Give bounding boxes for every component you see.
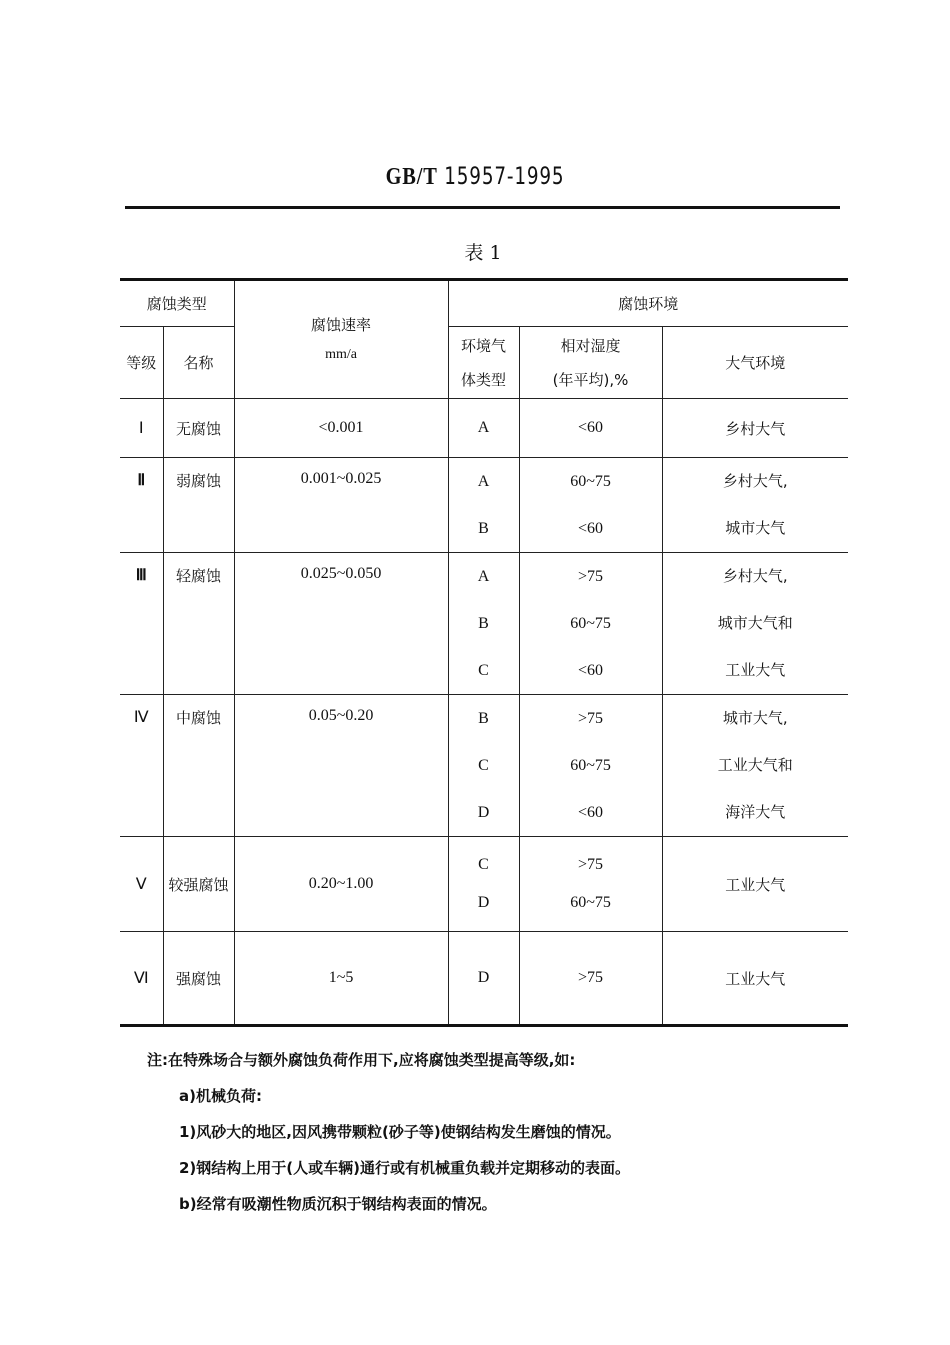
humidity-value: 60~75 bbox=[570, 615, 611, 632]
humidity-value: 60~75 bbox=[570, 473, 611, 490]
header-gas-type bbox=[448, 327, 519, 399]
header-humidity bbox=[519, 327, 662, 399]
header-atmosphere: 大气环境 bbox=[662, 327, 848, 399]
atmosphere-value: 城市大气 bbox=[725, 519, 786, 537]
gas-type-cell bbox=[448, 553, 519, 695]
humidity-value: <60 bbox=[578, 520, 604, 537]
rate-cell: 0.05~0.20 bbox=[234, 695, 448, 837]
header-humidity-line1: 相对湿度 bbox=[560, 336, 621, 355]
humidity-value: 60~75 bbox=[570, 894, 611, 911]
name-cell: 中腐蚀 bbox=[163, 695, 234, 837]
humidity-value: >75 bbox=[578, 856, 604, 873]
name-cell: 强腐蚀 bbox=[163, 932, 234, 1026]
gas-type-value: D bbox=[477, 804, 490, 821]
humidity-value: 60~75 bbox=[570, 757, 611, 774]
gas-type-cell bbox=[448, 837, 519, 932]
header-humidity-line2: (年平均),% bbox=[552, 370, 629, 389]
atmosphere-value: 工业大气和 bbox=[717, 756, 793, 774]
grade-cell: Ⅰ bbox=[120, 399, 163, 458]
table-row bbox=[120, 553, 848, 695]
atmosphere-value: 城市大气, bbox=[722, 709, 788, 727]
note-intro: 注:在特殊场合与额外腐蚀负荷作用下,应将腐蚀类型提高等级,如: bbox=[147, 1051, 576, 1069]
grade-cell: Ⅵ bbox=[120, 932, 163, 1026]
atmosphere-cell bbox=[662, 553, 848, 695]
name-cell: 无腐蚀 bbox=[163, 399, 234, 458]
standard-prefix: GB/T bbox=[385, 164, 438, 190]
header-rate-unit: mm/a bbox=[325, 346, 357, 362]
header-gas-type-line2: 体类型 bbox=[461, 370, 507, 389]
header-corrosion-rate bbox=[234, 280, 448, 399]
table-row bbox=[120, 399, 848, 458]
table-row bbox=[120, 837, 848, 932]
table-row bbox=[120, 695, 848, 837]
humidity-value: >75 bbox=[578, 568, 604, 585]
header-rule bbox=[125, 206, 840, 209]
header-corrosion-environment: 腐蚀环境 bbox=[448, 280, 848, 327]
humidity-cell bbox=[519, 458, 662, 553]
corrosion-classification-table bbox=[120, 278, 848, 1027]
standard-code-header bbox=[71, 162, 879, 191]
note-item-b: b)经常有吸潮性物质沉积于钢结构表面的情况。 bbox=[179, 1195, 497, 1213]
header-row-2 bbox=[120, 327, 848, 399]
gas-type-cell: A bbox=[448, 399, 519, 458]
table-notes bbox=[147, 1042, 630, 1222]
humidity-value: <60 bbox=[578, 662, 604, 679]
humidity-cell bbox=[519, 695, 662, 837]
rate-cell: 0.001~0.025 bbox=[234, 458, 448, 553]
standard-number: 15957-1995 bbox=[444, 162, 565, 190]
header-corrosion-type: 腐蚀类型 bbox=[120, 280, 234, 327]
gas-type-value: B bbox=[478, 710, 489, 727]
header-name: 名称 bbox=[163, 327, 234, 399]
note-item-a: a)机械负荷: bbox=[179, 1087, 262, 1105]
gas-type-value: C bbox=[478, 757, 489, 774]
rate-cell: <0.001 bbox=[234, 399, 448, 458]
atmosphere-value: 乡村大气, bbox=[722, 567, 788, 585]
gas-type-cell: D bbox=[448, 932, 519, 1026]
humidity-cell: >75 bbox=[519, 932, 662, 1026]
humidity-cell bbox=[519, 837, 662, 932]
grade-cell: Ⅴ bbox=[120, 837, 163, 932]
table-row bbox=[120, 932, 848, 1026]
atmosphere-value: 城市大气和 bbox=[717, 614, 793, 632]
rate-cell: 0.025~0.050 bbox=[234, 553, 448, 695]
header-rate-label: 腐蚀速率 bbox=[311, 315, 372, 334]
name-cell: 较强腐蚀 bbox=[163, 837, 234, 932]
atmosphere-value: 乡村大气, bbox=[722, 472, 788, 490]
humidity-cell: <60 bbox=[519, 399, 662, 458]
note-item-a2: 2)钢结构上用于(人或车辆)通行或有机械重负载并定期移动的表面。 bbox=[179, 1159, 631, 1177]
atmosphere-cell: 乡村大气 bbox=[662, 399, 848, 458]
gas-type-value: C bbox=[478, 662, 489, 679]
humidity-value: <60 bbox=[578, 804, 604, 821]
header-grade: 等级 bbox=[120, 327, 163, 399]
gas-type-cell bbox=[448, 695, 519, 837]
gas-type-value: A bbox=[477, 473, 490, 490]
header-gas-type-line1: 环境气 bbox=[461, 336, 507, 355]
atmosphere-cell: 工业大气 bbox=[662, 932, 848, 1026]
atmosphere-cell bbox=[662, 458, 848, 553]
header-row-1 bbox=[120, 280, 848, 327]
grade-cell: Ⅲ bbox=[120, 553, 163, 695]
gas-type-value: B bbox=[478, 615, 489, 632]
name-cell: 弱腐蚀 bbox=[163, 458, 234, 553]
humidity-cell bbox=[519, 553, 662, 695]
atmosphere-value: 工业大气 bbox=[725, 661, 786, 679]
gas-type-value: D bbox=[477, 894, 490, 911]
grade-cell: Ⅱ bbox=[120, 458, 163, 553]
atmosphere-cell bbox=[662, 695, 848, 837]
atmosphere-cell: 工业大气 bbox=[662, 837, 848, 932]
grade-cell: Ⅳ bbox=[120, 695, 163, 837]
table-row bbox=[120, 458, 848, 553]
gas-type-cell bbox=[448, 458, 519, 553]
atmosphere-value: 海洋大气 bbox=[725, 803, 786, 821]
name-cell: 轻腐蚀 bbox=[163, 553, 234, 695]
note-item-a1: 1)风砂大的地区,因风携带颗粒(砂子等)使钢结构发生磨蚀的情况。 bbox=[179, 1123, 621, 1141]
table-title: 表 1 bbox=[464, 242, 502, 264]
gas-type-value: A bbox=[477, 568, 490, 585]
rate-cell: 0.20~1.00 bbox=[234, 837, 448, 932]
gas-type-value: B bbox=[478, 520, 489, 537]
gas-type-value: C bbox=[478, 856, 489, 873]
rate-cell: 1~5 bbox=[234, 932, 448, 1026]
humidity-value: >75 bbox=[578, 710, 604, 727]
